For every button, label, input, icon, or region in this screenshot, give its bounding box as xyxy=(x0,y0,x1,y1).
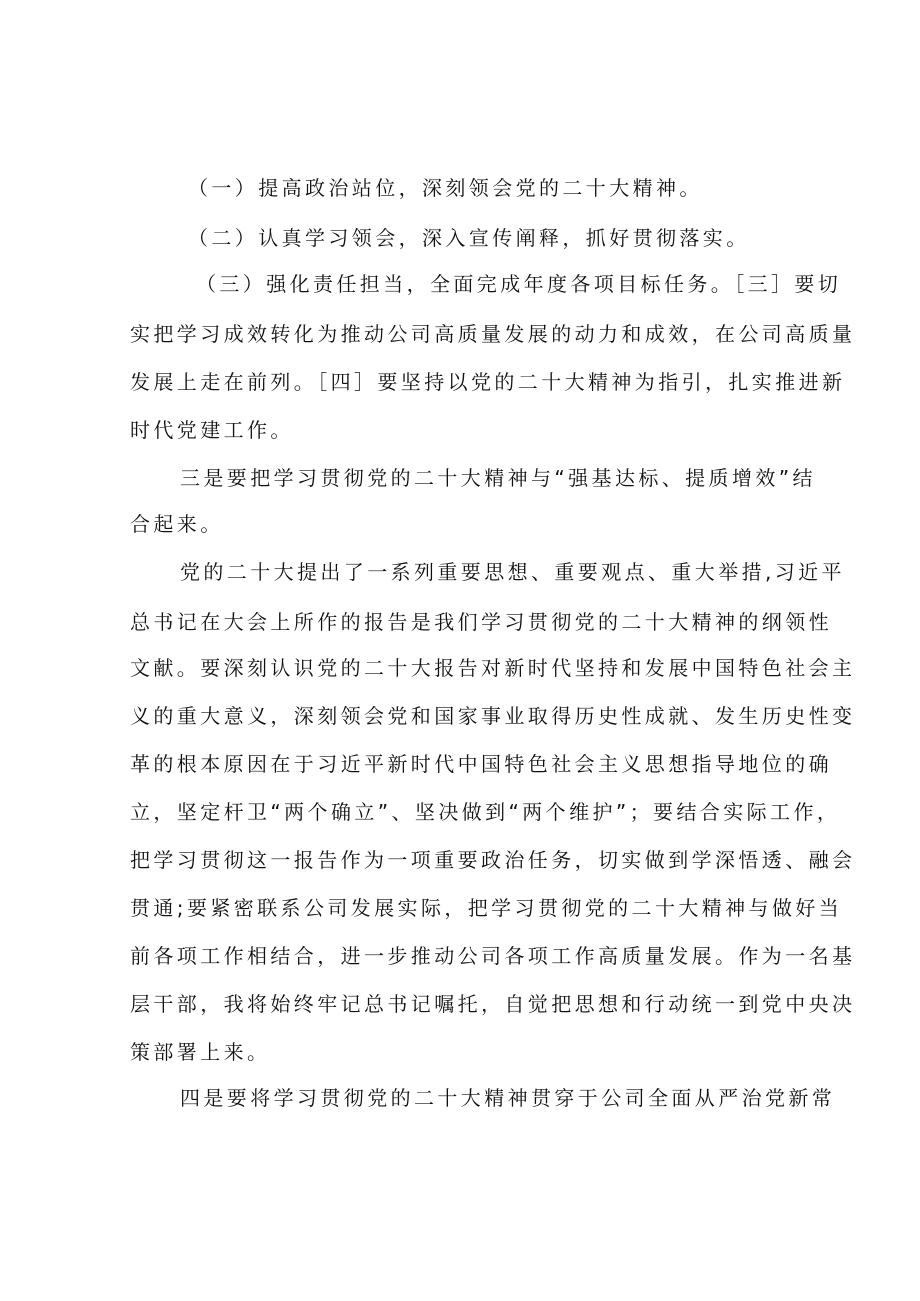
section-three-heading: 三是要把学习贯彻党的二十大精神与“强基达标、提质增效”结 xyxy=(180,466,816,490)
paragraph-line: 把学习贯彻这一报告作为一项重要政治任务，切实做到学深悟透、融会 xyxy=(130,848,856,872)
paragraph-line: 义的重大意义，深刻领会党和国家事业取得历史性成就、发生历史性变 xyxy=(130,704,856,728)
paragraph-line: 前各项工作相结合，进一步推动公司各项工作高质量发展。作为一名基 xyxy=(130,944,856,968)
paragraph-line: 文献。要深刻认识党的二十大报告对新时代坚持和发展中国特色社会主 xyxy=(130,656,856,680)
paragraph-line: 党的二十大提出了一系列重要思想、重要观点、重大举措,习近平 xyxy=(180,560,845,584)
paragraph-line: 实把学习成效转化为推动公司高质量发展的动力和成效，在公司高质量 xyxy=(130,322,856,346)
paragraph-line: 发展上走在前列。［四］要坚持以党的二十大精神为指引，扎实推进新 xyxy=(130,370,846,394)
paragraph-line: 时代党建工作。 xyxy=(130,418,294,442)
list-item-two: （二）认真学习领会，深入宣传阐释，抓好贯彻落实。 xyxy=(188,226,750,250)
section-four-heading: 四是要将学习贯彻党的二十大精神贯穿于公司全面从严治党新常 xyxy=(180,1086,836,1110)
paragraph-line: 层干部，我将始终牢记总书记嘱托，自觉把思想和行动统一到党中央决 xyxy=(130,992,856,1016)
paragraph-line: 合起来。 xyxy=(130,512,224,536)
list-item-three: （三）强化责任担当，全面完成年度各项目标任务。［三］要切 xyxy=(196,272,842,296)
paragraph-line: 贯通;要紧密联系公司发展实际，把学习贯彻党的二十大精神与做好当 xyxy=(130,896,843,920)
paragraph-line: 策部署上来。 xyxy=(130,1040,271,1064)
paragraph-line: 立，坚定杆卫“两个确立”、坚决做到“两个维护”；要结合实际工作， xyxy=(130,800,841,824)
paragraph-line: 总书记在大会上所作的报告是我们学习贯彻党的二十大精神的纲领性 xyxy=(130,610,832,634)
paragraph-line: 革的根本原因在于习近平新时代中国特色社会主义思想指导地位的确 xyxy=(130,752,832,776)
list-item-one: （一）提高政治站位，深刻领会党的二十大精神。 xyxy=(188,176,703,200)
